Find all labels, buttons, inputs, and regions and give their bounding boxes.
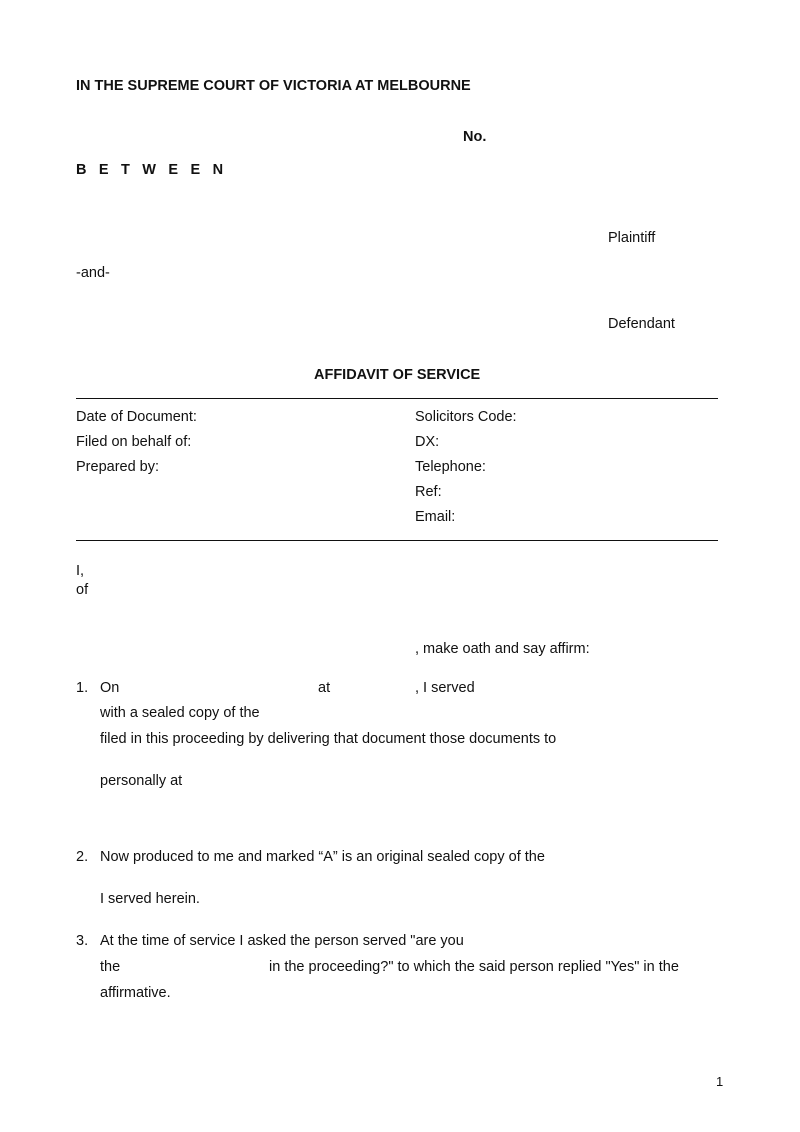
plaintiff-label: Plaintiff xyxy=(608,230,656,246)
solicitors-code-label: Solicitors Code: xyxy=(415,409,517,425)
page-number: 1 xyxy=(716,1074,724,1089)
defendant-label: Defendant xyxy=(608,316,675,332)
oath-text: , make oath and say affirm: xyxy=(415,641,590,657)
prepared-by-label: Prepared by: xyxy=(76,459,160,475)
bottom-rule xyxy=(76,540,718,541)
between-heading: B E T W E E N xyxy=(76,162,228,178)
filed-on-behalf-label: Filed on behalf of: xyxy=(76,434,192,450)
paragraph-2-number: 2. xyxy=(76,849,89,865)
telephone-label: Telephone: xyxy=(415,459,486,475)
deponent-name-label: I, xyxy=(76,563,85,579)
case-number-label: No. xyxy=(463,129,487,145)
deponent-address-label: of xyxy=(76,582,89,598)
paragraph-1-number: 1. xyxy=(76,680,89,696)
ref-label: Ref: xyxy=(415,484,442,500)
court-heading: IN THE SUPREME COURT OF VICTORIA AT MELBOURNE xyxy=(76,78,471,94)
and-separator: -and- xyxy=(76,265,110,281)
top-rule xyxy=(76,398,718,399)
paragraph-1-on: On xyxy=(100,680,120,696)
paragraph-3-number: 3. xyxy=(76,933,89,949)
paragraph-3-line-3: affirmative. xyxy=(100,985,171,1001)
paragraph-1-line-2: with a sealed copy of the xyxy=(100,705,260,721)
paragraph-3-line-1: At the time of service I asked the person served "are you xyxy=(100,933,464,949)
date-of-document-label: Date of Document: xyxy=(76,409,197,425)
paragraph-2-line-1: Now produced to me and marked “A” is an original sealed copy of the xyxy=(100,849,545,865)
paragraph-1-at: at xyxy=(318,680,331,696)
dx-label: DX: xyxy=(415,434,440,450)
paragraph-2-line-2: I served herein. xyxy=(100,891,200,907)
paragraph-1-line-4: personally at xyxy=(100,773,183,789)
paragraph-1-line-3: filed in this proceeding by delivering that document those documents to xyxy=(100,731,557,747)
email-label: Email: xyxy=(415,509,456,525)
paragraph-3-the: the xyxy=(100,959,121,975)
paragraph-3-line-2: in the proceeding?" to which the said person replied "Yes" in the xyxy=(269,959,679,975)
paragraph-1-served: , I served xyxy=(415,680,475,696)
document-title: AFFIDAVIT OF SERVICE xyxy=(314,367,481,383)
